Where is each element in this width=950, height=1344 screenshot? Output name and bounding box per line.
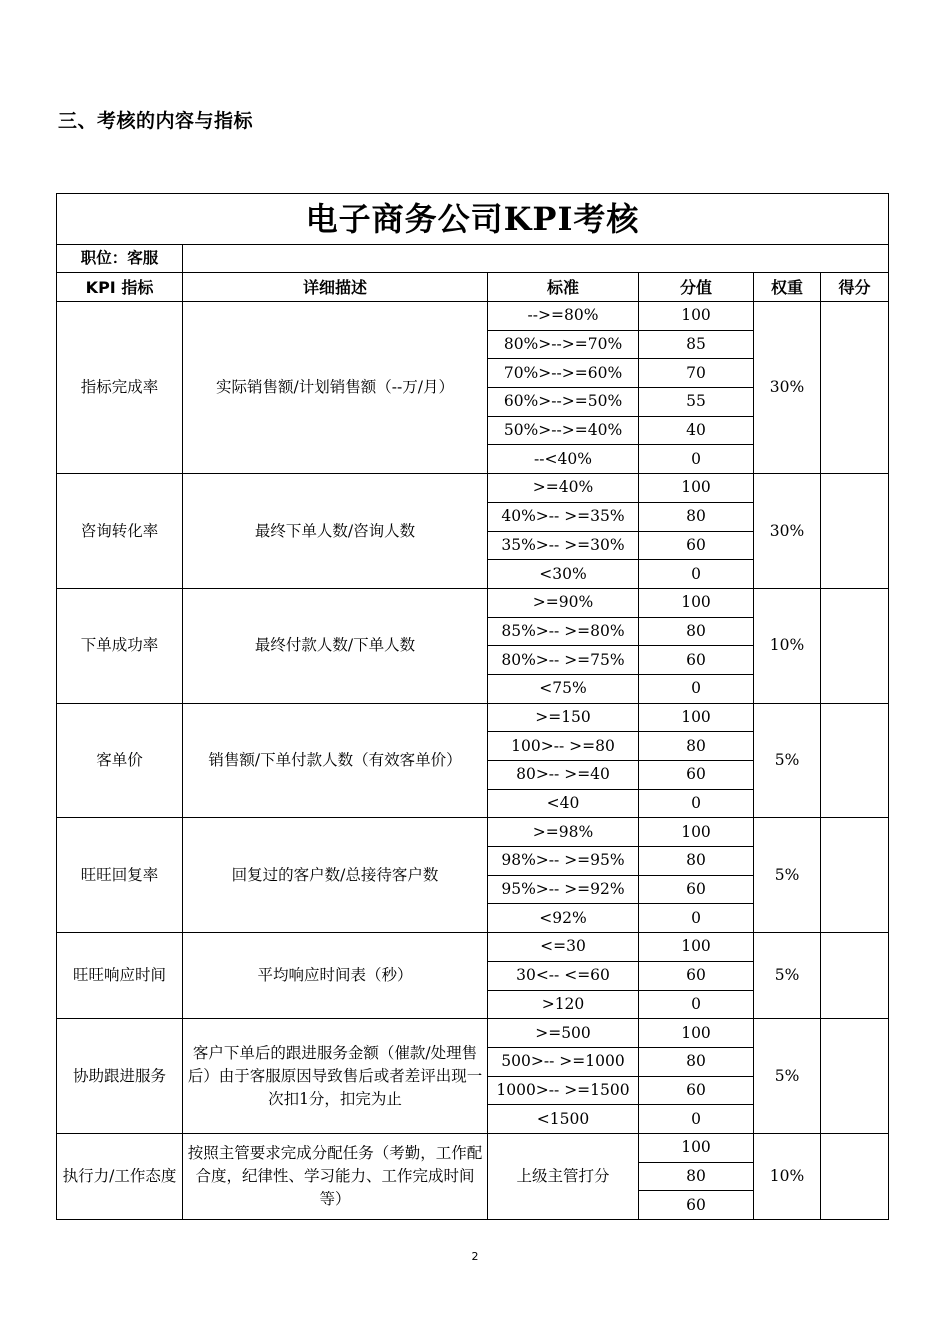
table-row [57,1133,889,1162]
table-row [57,703,889,732]
weight-cell: 5% [754,703,821,818]
position-value-cell [183,245,889,273]
score-cell: 60 [639,875,754,904]
score-cell: 60 [639,646,754,675]
header-kpi: KPI 指标 [57,273,183,302]
description-cell: 按照主管要求完成分配任务（考勤，工作配合度，纪律性、学习能力、工作完成时间等） [183,1133,488,1219]
weight-cell: 10% [754,588,821,703]
kpi-name-cell: 指标完成率 [57,302,183,474]
standard-cell: 35%>-- >=30% [488,531,639,560]
weight-cell: 30% [754,302,821,474]
standard-cell: >=90% [488,588,639,617]
score-cell: 80 [639,732,754,761]
score-cell: 60 [639,1076,754,1105]
standard-cell: 1000>-- >=1500 [488,1076,639,1105]
score-cell: 100 [639,474,754,503]
kpi-name-cell: 客单价 [57,703,183,818]
result-cell [821,1133,889,1219]
standard-cell: 85%>-- >=80% [488,617,639,646]
result-cell [821,588,889,703]
description-cell: 最终下单人数/咨询人数 [183,474,488,589]
score-cell: 40 [639,416,754,445]
description-cell: 平均响应时间表（秒） [183,933,488,1019]
score-cell: 80 [639,847,754,876]
header-description: 详细描述 [183,273,488,302]
score-cell: 60 [639,1191,754,1220]
score-cell: 60 [639,531,754,560]
weight-cell: 5% [754,933,821,1019]
table-row [57,1019,889,1048]
page-number: 2 [471,1250,479,1263]
kpi-name-cell: 旺旺响应时间 [57,933,183,1019]
standard-cell: 80>-- >=40 [488,761,639,790]
score-cell: 100 [639,1019,754,1048]
description-cell: 客户下单后的跟进服务金额（催款/处理售后）由于客服原因导致售后或者差评出现一次扣1分，扣完为止 [183,1019,488,1134]
score-cell: 85 [639,330,754,359]
standard-cell: -->=80% [488,302,639,331]
standard-cell: >=150 [488,703,639,732]
standard-cell: <75% [488,674,639,703]
score-cell: 80 [639,1162,754,1191]
score-cell: 100 [639,933,754,962]
kpi-name-cell: 咨询转化率 [57,474,183,589]
score-cell: 0 [639,445,754,474]
section-heading: 三、考核的内容与指标 [58,110,254,132]
standard-cell: 95%>-- >=92% [488,875,639,904]
kpi-table [56,193,889,1220]
result-cell [821,302,889,474]
score-cell: 80 [639,502,754,531]
score-cell: 60 [639,961,754,990]
kpi-name-cell: 协助跟进服务 [57,1019,183,1134]
score-cell: 100 [639,302,754,331]
standard-cell: 98%>-- >=95% [488,847,639,876]
header-row [57,273,889,302]
score-cell: 80 [639,1047,754,1076]
standard-cell: 80%>-- >=75% [488,646,639,675]
header-score: 分值 [639,273,754,302]
result-cell [821,818,889,933]
score-cell: 70 [639,359,754,388]
standard-cell: >=500 [488,1019,639,1048]
result-cell [821,1019,889,1134]
standard-cell: >120 [488,990,639,1019]
standard-cell: <1500 [488,1105,639,1134]
description-cell: 实际销售额/计划销售额（--万/月） [183,302,488,474]
standard-cell: --<40% [488,445,639,474]
standard-cell: 80%>-->=70% [488,330,639,359]
standard-cell: 上级主管打分 [488,1133,639,1219]
standard-cell: 50%>-->=40% [488,416,639,445]
score-cell: 100 [639,818,754,847]
score-cell: 0 [639,674,754,703]
standard-cell: <30% [488,560,639,589]
table-row [57,474,889,503]
standard-cell: 70%>-->=60% [488,359,639,388]
description-cell: 最终付款人数/下单人数 [183,588,488,703]
description-cell: 回复过的客户数/总接待客户数 [183,818,488,933]
kpi-name-cell: 旺旺回复率 [57,818,183,933]
score-cell: 100 [639,588,754,617]
score-cell: 0 [639,789,754,818]
weight-cell: 5% [754,818,821,933]
table-row [57,818,889,847]
position-label: 职位：客服 [57,245,183,273]
score-cell: 55 [639,388,754,417]
score-cell: 60 [639,761,754,790]
score-cell: 80 [639,617,754,646]
header-weight: 权重 [754,273,821,302]
standard-cell: 40%>-- >=35% [488,502,639,531]
score-cell: 0 [639,560,754,589]
weight-cell: 30% [754,474,821,589]
kpi-name-cell: 执行力/工作态度 [57,1133,183,1219]
standard-cell: <40 [488,789,639,818]
score-cell: 0 [639,1105,754,1134]
standard-cell: >=98% [488,818,639,847]
table-row [57,302,889,331]
header-result: 得分 [821,273,889,302]
result-cell [821,933,889,1019]
score-cell: 100 [639,703,754,732]
standard-cell: 500>-- >=1000 [488,1047,639,1076]
score-cell: 100 [639,1133,754,1162]
score-cell: 0 [639,904,754,933]
standard-cell: 60%>-->=50% [488,388,639,417]
description-cell: 销售额/下单付款人数（有效客单价） [183,703,488,818]
result-cell [821,703,889,818]
table-row [57,933,889,962]
standard-cell: <=30 [488,933,639,962]
standard-cell: <92% [488,904,639,933]
header-standard: 标准 [488,273,639,302]
result-cell [821,474,889,589]
standard-cell: 100>-- >=80 [488,732,639,761]
score-cell: 0 [639,990,754,1019]
table-row [57,588,889,617]
table-title: 电子商务公司KPI考核 [57,194,889,245]
kpi-name-cell: 下单成功率 [57,588,183,703]
weight-cell: 5% [754,1019,821,1134]
standard-cell: >=40% [488,474,639,503]
weight-cell: 10% [754,1133,821,1219]
standard-cell: 30<-- <=60 [488,961,639,990]
